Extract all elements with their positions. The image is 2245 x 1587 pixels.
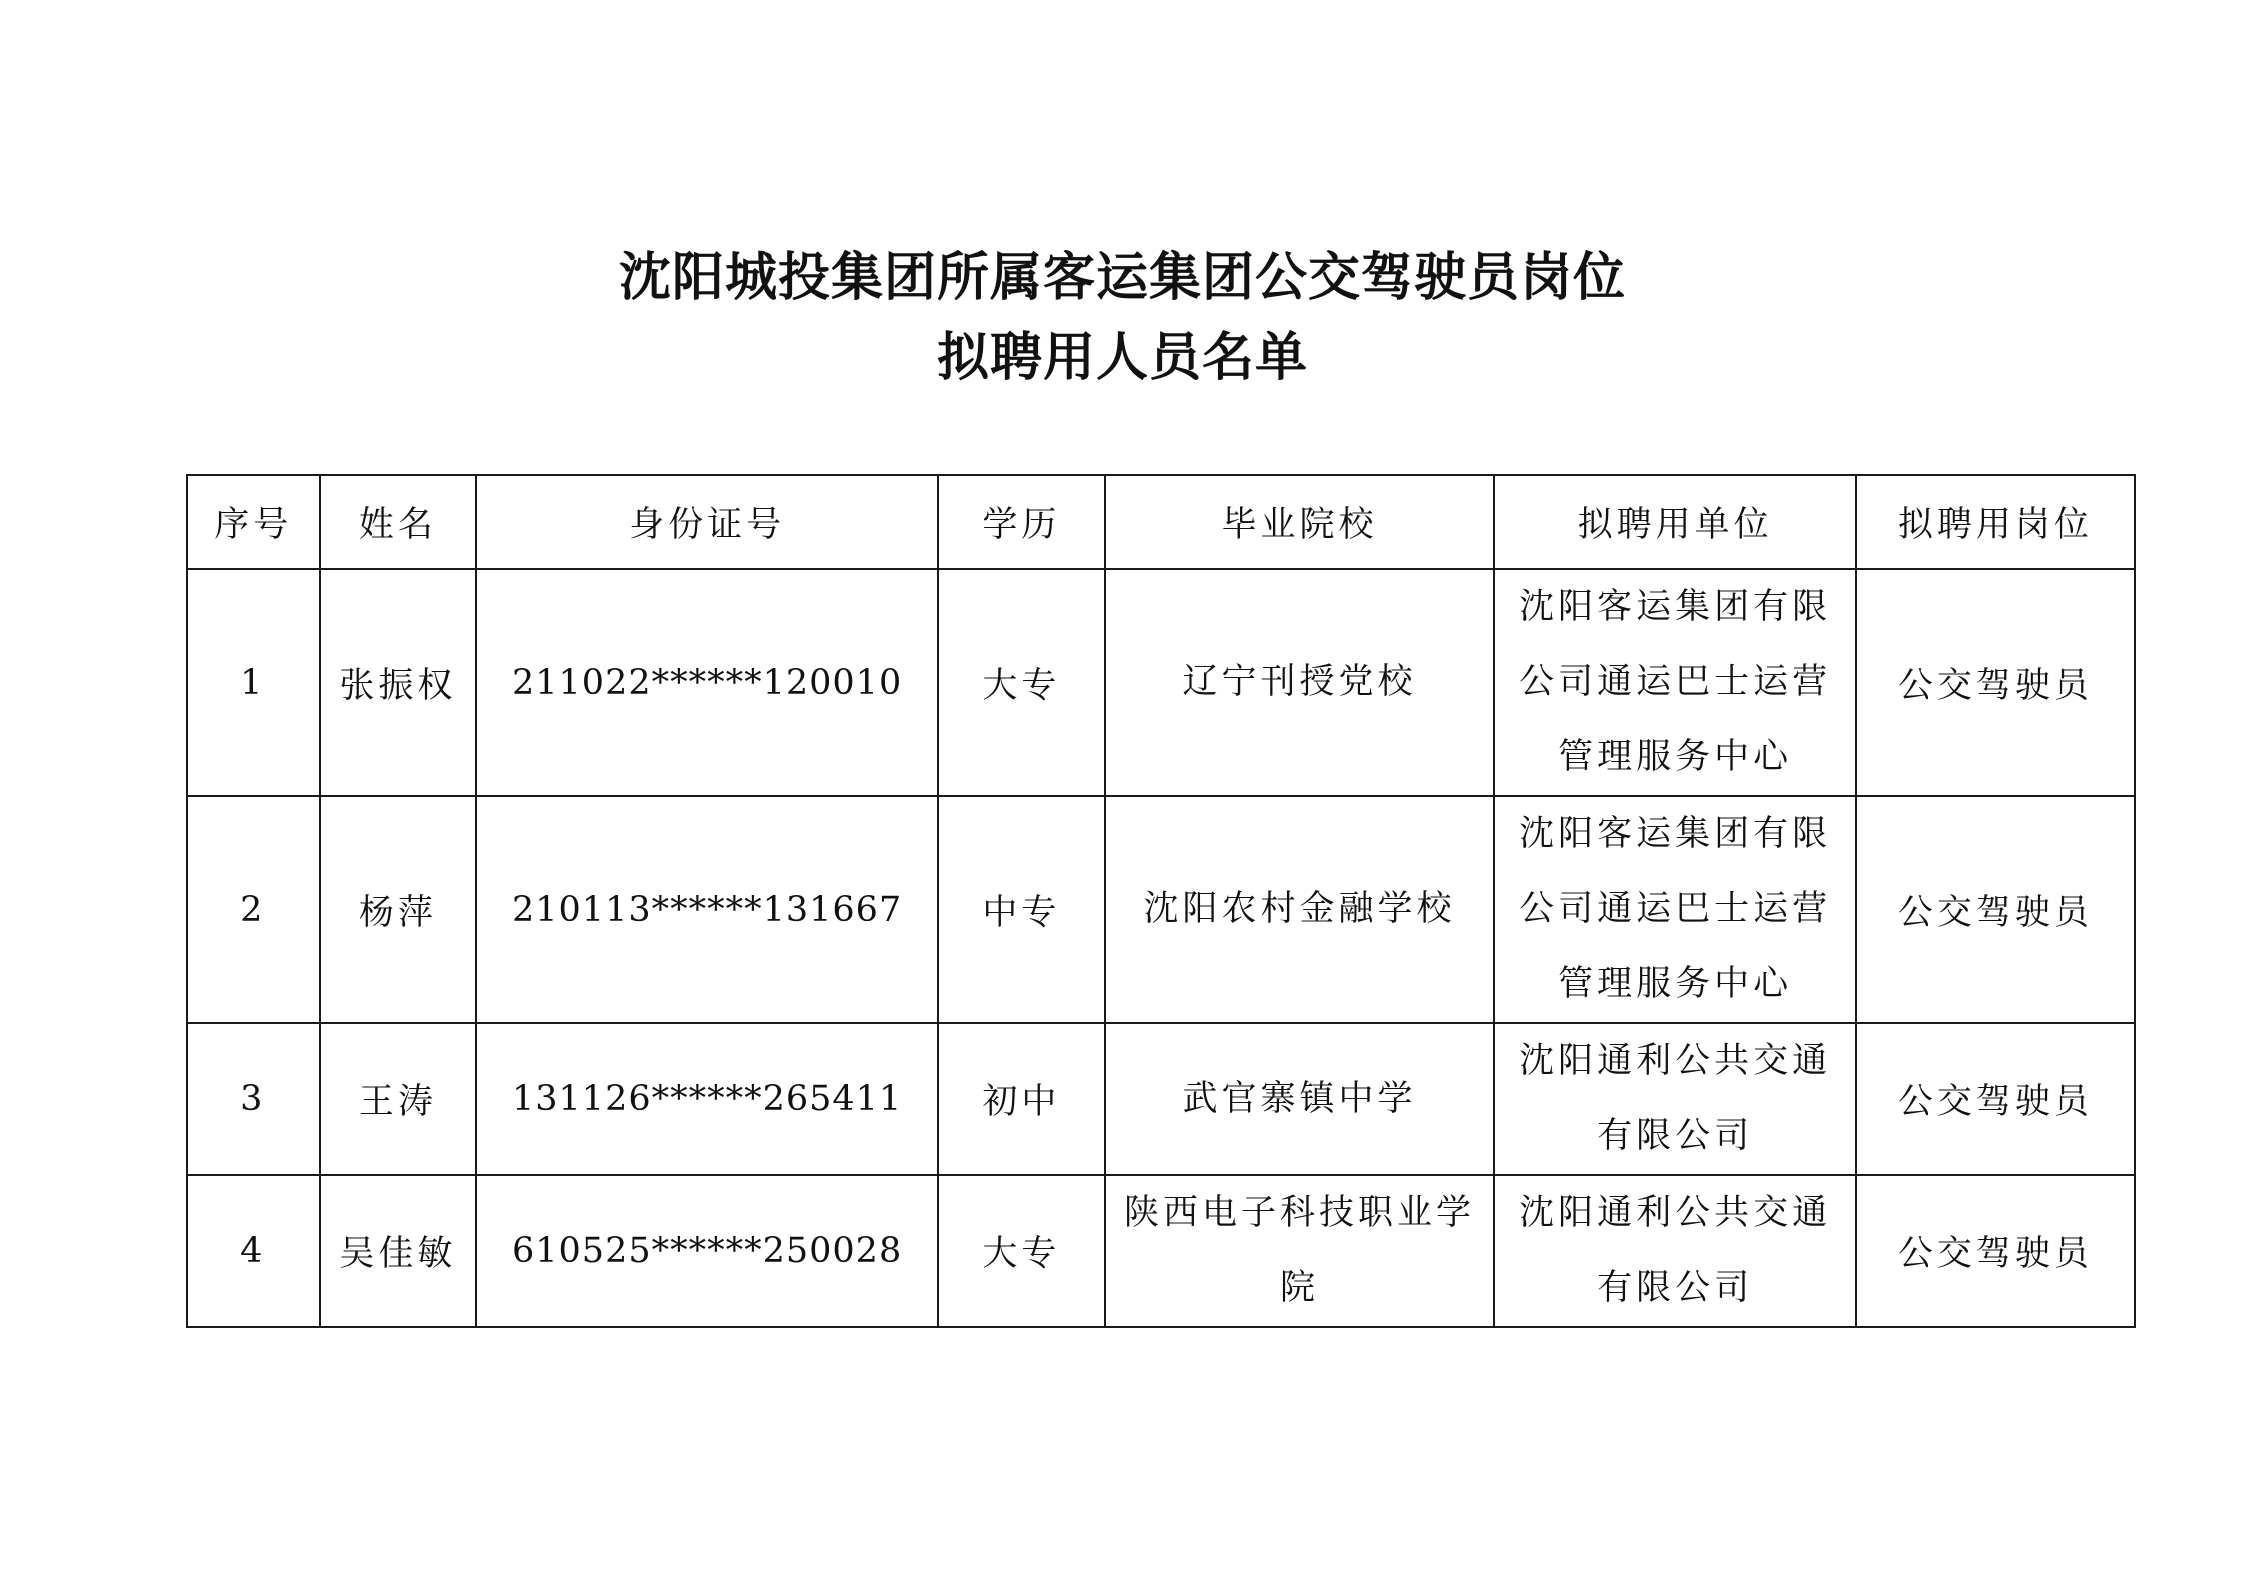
cell-school-line: 辽宁刊授党校 [1182,662,1417,702]
cell-school-line: 陕西电子科技职业学 [1124,1193,1476,1233]
header-unit: 拟聘用单位 [1494,475,1855,569]
title-line-1: 沈阳城投集团所属客运集团公交驾驶员岗位 [618,248,1626,308]
table-row [187,1023,2135,1175]
cell-school [1105,569,1495,796]
cell-name: 王涛 [320,1023,477,1175]
cell-id-number: 210113******131667 [476,796,938,1023]
cell-unit [1494,796,1855,1023]
cell-unit-line: 公司通运巴士运营 [1519,662,1832,702]
cell-education: 初中 [938,1023,1105,1175]
cell-school [1105,1175,1495,1327]
cell-unit-line: 沈阳客运集团有限 [1519,814,1832,854]
cell-id-number: 211022******120010 [476,569,938,796]
cell-unit-line: 沈阳通利公共交通 [1519,1193,1832,1233]
header-name: 姓名 [320,475,477,569]
cell-education: 大专 [938,1175,1105,1327]
cell-school-line: 武官寨镇中学 [1182,1078,1417,1119]
header-id-number: 身份证号 [476,475,938,569]
cell-unit-line: 沈阳通利公共交通 [1519,1041,1832,1081]
cell-unit-line: 管理服务中心 [1558,737,1793,777]
header-seq: 序号 [187,475,320,569]
cell-unit-line: 有限公司 [1597,1116,1754,1156]
cell-school-line: 院 [1280,1268,1320,1308]
header-school: 毕业院校 [1105,475,1495,569]
cell-position: 公交驾驶员 [1856,1175,2135,1327]
cell-unit [1494,1175,1855,1327]
cell-id-number: 131126******265411 [476,1023,938,1175]
cell-unit-line: 沈阳客运集团有限 [1519,587,1832,627]
document-title [0,238,2245,398]
cell-name: 杨萍 [320,796,477,1023]
cell-seq: 1 [187,569,320,796]
header-position: 拟聘用岗位 [1856,475,2135,569]
cell-school [1105,1023,1495,1175]
cell-id-number: 610525******250028 [476,1175,938,1327]
table-row [187,1175,2135,1327]
table-row [187,796,2135,1023]
cell-school [1105,796,1495,1023]
cell-position: 公交驾驶员 [1856,1023,2135,1175]
hiring-roster-table [186,474,2136,1328]
cell-unit-line: 有限公司 [1597,1268,1754,1308]
header-education: 学历 [938,475,1105,569]
cell-unit [1494,569,1855,796]
cell-position: 公交驾驶员 [1856,796,2135,1023]
cell-unit [1494,1023,1855,1175]
cell-unit-line: 公司通运巴士运营 [1519,889,1832,929]
cell-position: 公交驾驶员 [1856,569,2135,796]
cell-seq: 3 [187,1023,320,1175]
cell-education: 中专 [938,796,1105,1023]
cell-name: 张振权 [320,569,477,796]
cell-seq: 4 [187,1175,320,1327]
cell-unit-line: 管理服务中心 [1558,964,1793,1004]
cell-name: 吴佳敏 [320,1175,477,1327]
title-line-2: 拟聘用人员名单 [936,328,1308,388]
table-header-row [187,475,2135,569]
table-row [187,569,2135,796]
cell-education: 大专 [938,569,1105,796]
cell-school-line: 沈阳农村金融学校 [1143,889,1456,929]
cell-seq: 2 [187,796,320,1023]
